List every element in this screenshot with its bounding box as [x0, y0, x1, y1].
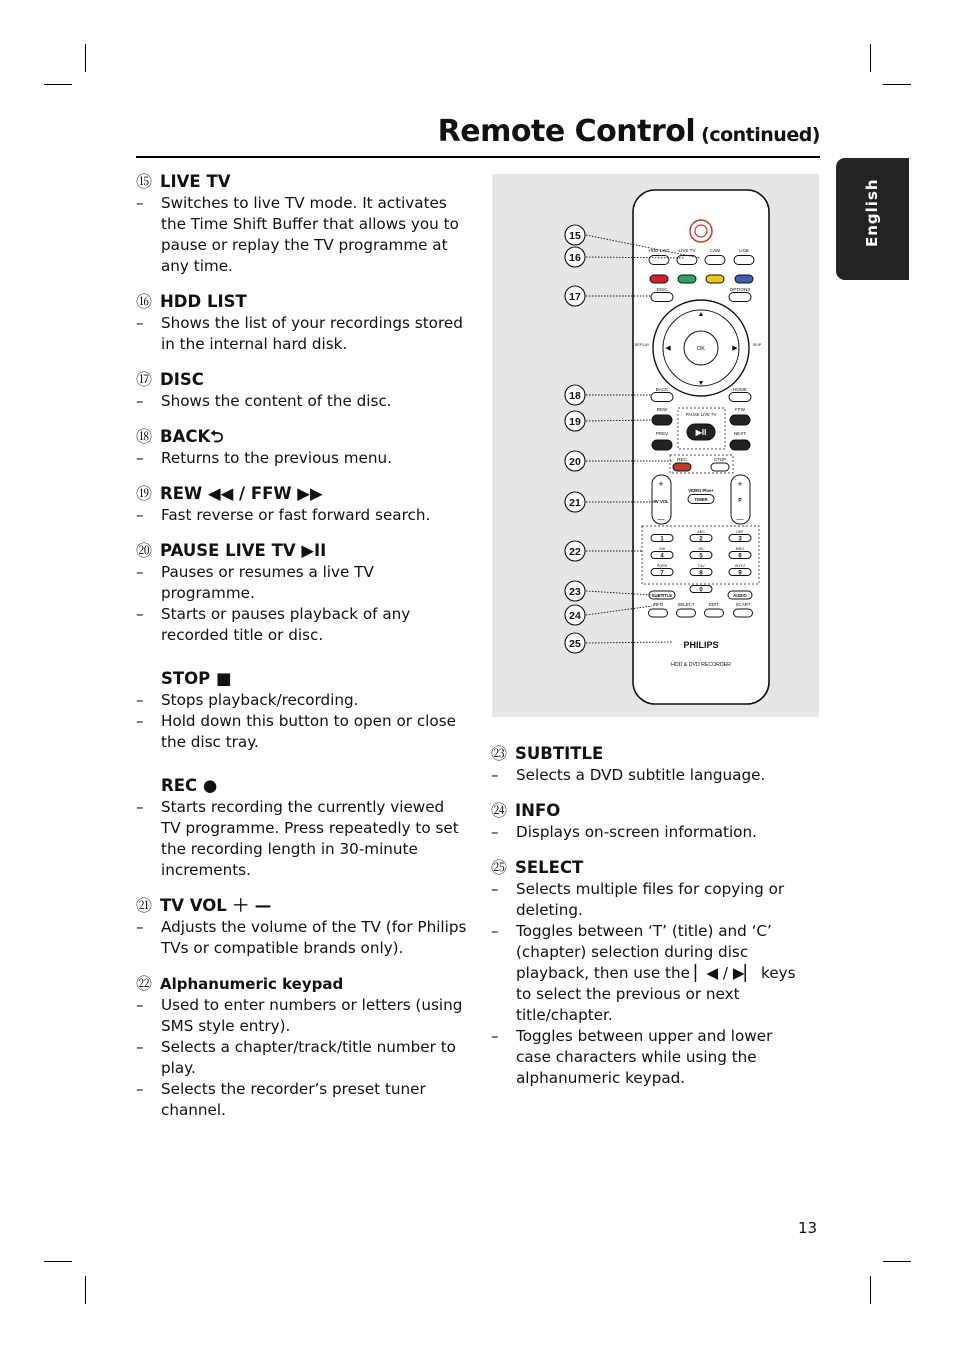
bullet-text: Starts or pauses playback of any recorded title or disc. — [161, 605, 411, 644]
bullet-text: Returns to the previous menu. — [161, 449, 392, 467]
button-label: SELECT — [677, 602, 695, 607]
bullet-dash: – — [136, 314, 144, 332]
section-heading — [491, 743, 811, 765]
bullet-item — [136, 797, 468, 881]
language-tab — [836, 158, 909, 280]
bullet-item — [136, 391, 468, 412]
key-letters: JKL — [697, 547, 705, 551]
bullet-item — [491, 879, 811, 921]
bullet-dash: – — [491, 880, 499, 898]
bullet-text: Toggles between ‘T’ (title) and ‘C’ (chapter) selection during disc playback, then use the ▏◀ / ▶▏ keys to select the previous or next title/chapter. — [516, 922, 796, 1024]
bullet-dash: – — [136, 996, 144, 1014]
button-label: AUDIO — [733, 593, 747, 598]
crop-mark — [44, 84, 72, 85]
callout-number: 18 — [569, 390, 581, 402]
callout-number: 25 — [569, 638, 581, 650]
bullet-item — [136, 690, 468, 711]
crop-mark — [870, 1276, 871, 1304]
button-label: PAUSE LIVE TV — [685, 412, 717, 417]
key-letters: TUV — [697, 564, 705, 568]
section-number: ⑳ — [136, 541, 153, 560]
key-digit: 7 — [660, 570, 664, 577]
bullet-dash: – — [136, 449, 144, 467]
bullet-text: Adjusts the volume of the TV (for Philips TVs or compatible brands only). — [161, 918, 467, 957]
key-letters: ABC — [697, 530, 705, 534]
section — [136, 171, 468, 277]
section — [491, 800, 811, 843]
page-title-text: Remote Control — [437, 114, 696, 149]
section — [136, 426, 468, 469]
bullet-text: Selects the recorder’s preset tuner channel. — [161, 1080, 426, 1119]
ok-label: OK — [697, 346, 705, 352]
key-letters: GHI — [658, 547, 666, 551]
page-title-continued: (continued) — [701, 124, 820, 146]
color-button — [706, 275, 724, 283]
language-tab-label: English — [863, 178, 881, 247]
button-label: P — [738, 498, 742, 504]
section-title: INFO — [515, 801, 561, 820]
button-label: CAM — [709, 248, 721, 253]
key-letters: WXYZ — [734, 564, 746, 568]
crop-mark — [44, 1261, 72, 1262]
button-label: PREV — [655, 431, 669, 436]
bullet-item — [491, 1026, 811, 1089]
callout-number: 15 — [569, 230, 581, 242]
section — [136, 668, 468, 753]
remote-button — [705, 256, 725, 265]
bullet-dash: – — [136, 691, 144, 709]
section-number: ㉔ — [491, 801, 508, 820]
section-title: DISC — [160, 370, 204, 389]
minus-icon: — — [657, 516, 665, 523]
bullet-item — [136, 448, 468, 469]
button-label: REPLAY — [634, 343, 650, 347]
remote-illustration-panel — [492, 174, 819, 717]
button-label: OPTIONS — [729, 287, 751, 292]
callout-number: 16 — [569, 252, 581, 264]
left-column — [136, 171, 468, 1135]
right-column — [491, 743, 811, 1103]
bullet-dash: – — [136, 194, 144, 212]
bullet-item — [491, 765, 811, 786]
button-label: HOME — [733, 387, 747, 392]
remote-button — [705, 609, 724, 617]
remote-button — [734, 609, 753, 617]
button-label: DISC — [656, 287, 668, 292]
bullet-text: Used to enter numbers or letters (using SMS style entry). — [161, 996, 463, 1035]
bullet-item — [136, 995, 468, 1037]
section-title: SELECT — [515, 858, 584, 877]
bullet-dash: – — [136, 918, 144, 936]
stop-button — [711, 463, 729, 471]
remote-control-diagram — [492, 174, 819, 717]
section-number: ㉓ — [491, 744, 508, 763]
key-digit: 0 — [699, 587, 703, 594]
section — [136, 540, 468, 646]
section-heading — [136, 540, 468, 562]
down-arrow-icon: ▼ — [697, 380, 705, 387]
key-digit: 3 — [738, 536, 742, 543]
section-title: LIVE TV — [160, 172, 231, 191]
section — [136, 973, 468, 1121]
rew-button — [652, 415, 672, 425]
callout-number: 20 — [569, 456, 581, 468]
remote-button — [677, 256, 697, 265]
bullet-item — [136, 313, 468, 355]
section-heading: REC ● — [161, 776, 218, 795]
section-title: BACK⮌ — [160, 427, 224, 446]
section — [136, 895, 468, 959]
bullet-text: Shows the list of your recordings stored in the internal hard disk. — [161, 314, 463, 353]
pause-live-icon: ▶II — [695, 428, 707, 437]
button-label: BACK — [655, 387, 669, 392]
section — [136, 291, 468, 355]
remote-button — [734, 256, 754, 265]
button-label: VIDEO Plus+ — [688, 488, 714, 493]
bullet-text: Starts recording the currently viewed TV programme. Press repeatedly to set the recording length in 30-minute increments. — [161, 798, 459, 879]
bullet-dash: – — [136, 563, 144, 581]
bullet-dash: – — [491, 766, 499, 784]
section — [136, 775, 468, 881]
button-label: EDIT — [708, 602, 720, 607]
bullet-item — [491, 921, 811, 1026]
button-label: STOP — [713, 457, 727, 462]
section-number: ⑰ — [136, 370, 153, 389]
plus-icon: + — [658, 479, 664, 489]
button-label: SKIP — [752, 343, 762, 347]
bullet-item — [136, 505, 468, 526]
model-label: HDD & DVD RECORDER — [671, 662, 731, 668]
button-label: LIVE TV — [678, 248, 696, 253]
next-button — [730, 440, 750, 450]
bullet-item — [136, 1037, 468, 1079]
key-digit: 8 — [699, 570, 703, 577]
bullet-dash: – — [491, 922, 499, 940]
callout-number: 22 — [569, 546, 581, 558]
crop-mark — [883, 1261, 911, 1262]
right-arrow-icon: ▶ — [732, 345, 738, 352]
remote-button — [649, 256, 669, 265]
button-label: SCART — [735, 602, 751, 607]
bullet-text: Fast reverse or fast forward search. — [161, 506, 431, 524]
section-heading — [136, 291, 468, 313]
bullet-text: Shows the content of the disc. — [161, 392, 392, 410]
crop-mark — [85, 44, 86, 72]
section — [491, 857, 811, 1089]
key-digit: 1 — [660, 536, 664, 543]
section — [491, 743, 811, 786]
section-title: TV VOL ＋ — — [160, 896, 272, 915]
color-button — [735, 275, 753, 283]
section-heading — [491, 857, 811, 879]
section-heading — [136, 483, 468, 505]
section-heading — [491, 800, 811, 822]
callout-number: 19 — [569, 416, 581, 428]
button-label: NEXT — [733, 431, 747, 436]
remote-button — [677, 609, 696, 617]
key-letters: MNO — [735, 547, 745, 551]
bullet-dash: – — [491, 1027, 499, 1045]
brand-logo: PHILIPS — [683, 640, 719, 650]
section-number: ㉕ — [491, 858, 508, 877]
callout-number: 24 — [569, 610, 581, 622]
section-number: ⑲ — [136, 484, 153, 503]
bullet-dash: – — [136, 1038, 144, 1056]
up-arrow-icon: ▲ — [697, 311, 705, 318]
page-number: 13 — [798, 1219, 818, 1237]
bullet-text: Selects a DVD subtitle language. — [516, 766, 766, 784]
color-button — [678, 275, 696, 283]
key-digit: 2 — [699, 536, 703, 543]
bullet-dash: – — [136, 798, 144, 816]
bullet-item — [136, 917, 468, 959]
bullet-dash: – — [136, 712, 144, 730]
button-label: SUBTITLE — [651, 593, 673, 598]
section-heading — [136, 426, 468, 448]
minus-icon: — — [736, 516, 744, 523]
section-number: ⑯ — [136, 292, 153, 311]
bullet-dash: – — [136, 392, 144, 410]
button-label: FFW — [735, 407, 745, 412]
bullet-text: Toggles between upper and lower case characters while using the alphanumeric keypad. — [516, 1027, 773, 1087]
section-title: Alphanumeric keypad — [160, 975, 344, 993]
section-number: ⑮ — [136, 172, 153, 191]
button-label: TV VOL — [653, 499, 669, 504]
bullet-text: Selects multiple files for copying or deleting. — [516, 880, 785, 919]
crop-mark — [883, 84, 911, 85]
bullet-dash: – — [136, 605, 144, 623]
key-letters: PQRS — [656, 564, 668, 568]
color-button — [650, 275, 668, 283]
bullet-text: Selects a chapter/track/title number to play. — [161, 1038, 456, 1077]
button-label: USB — [739, 248, 749, 253]
disc-button — [651, 293, 673, 302]
bullet-item — [136, 1079, 468, 1121]
section-title: PAUSE LIVE TV ▶II — [160, 541, 327, 560]
options-button — [729, 293, 751, 302]
key-digit: 4 — [660, 553, 664, 560]
page-title — [438, 114, 820, 149]
crop-mark — [870, 44, 871, 72]
key-digit: 9 — [738, 570, 742, 577]
button-label: HDD LIST — [648, 248, 670, 253]
ffw-button — [730, 415, 750, 425]
key-digit: 5 — [699, 553, 703, 560]
section-number: ㉒ — [136, 974, 153, 993]
bullet-text: Displays on-screen information. — [516, 823, 757, 841]
button-label: TIMER — [694, 497, 708, 502]
bullet-text: Stops playback/recording. — [161, 691, 359, 709]
power-button — [690, 220, 712, 242]
bullet-dash: – — [136, 1080, 144, 1098]
prev-button — [652, 440, 672, 450]
left-arrow-icon: ◀ — [665, 345, 671, 352]
section-heading — [136, 369, 468, 391]
crop-mark — [85, 1276, 86, 1304]
section — [136, 483, 468, 526]
section-number: ⑱ — [136, 427, 153, 446]
bullet-item — [491, 822, 811, 843]
callout-number: 21 — [569, 497, 581, 509]
bullet-text: Pauses or resumes a live TV programme. — [161, 563, 374, 602]
section-title: REW ◀◀ / FFW ▶▶ — [160, 484, 323, 503]
home-button — [729, 393, 751, 402]
section — [136, 369, 468, 412]
remote-button — [649, 609, 668, 617]
rec-button — [673, 463, 691, 471]
section-heading: STOP ■ — [161, 669, 232, 688]
bullet-dash: – — [136, 506, 144, 524]
button-label: INFO — [652, 602, 664, 607]
section-heading — [136, 895, 468, 917]
plus-icon: + — [737, 479, 743, 489]
section-heading — [136, 171, 468, 193]
callout-number: 17 — [569, 291, 581, 303]
back-button — [651, 393, 673, 402]
bullet-item — [136, 562, 468, 604]
bullet-text: Switches to live TV mode. It activates the Time Shift Buffer that allows you to pause or replay the TV programme at any time. — [161, 194, 459, 275]
section-heading — [136, 973, 468, 995]
key-letters: DEF — [736, 530, 744, 534]
section-number: ㉑ — [136, 896, 153, 915]
title-rule — [136, 156, 820, 158]
key-digit: 6 — [738, 553, 742, 560]
bullet-item — [136, 604, 468, 646]
callout-number: 23 — [569, 586, 581, 598]
section-title: SUBTITLE — [515, 744, 604, 763]
bullet-dash: – — [491, 823, 499, 841]
bullet-item — [136, 193, 468, 277]
bullet-text: Hold down this button to open or close the disc tray. — [161, 712, 456, 751]
button-label: REC — [677, 457, 687, 462]
button-label: REW — [656, 407, 668, 412]
bullet-item — [136, 711, 468, 753]
section-title: HDD LIST — [160, 292, 247, 311]
